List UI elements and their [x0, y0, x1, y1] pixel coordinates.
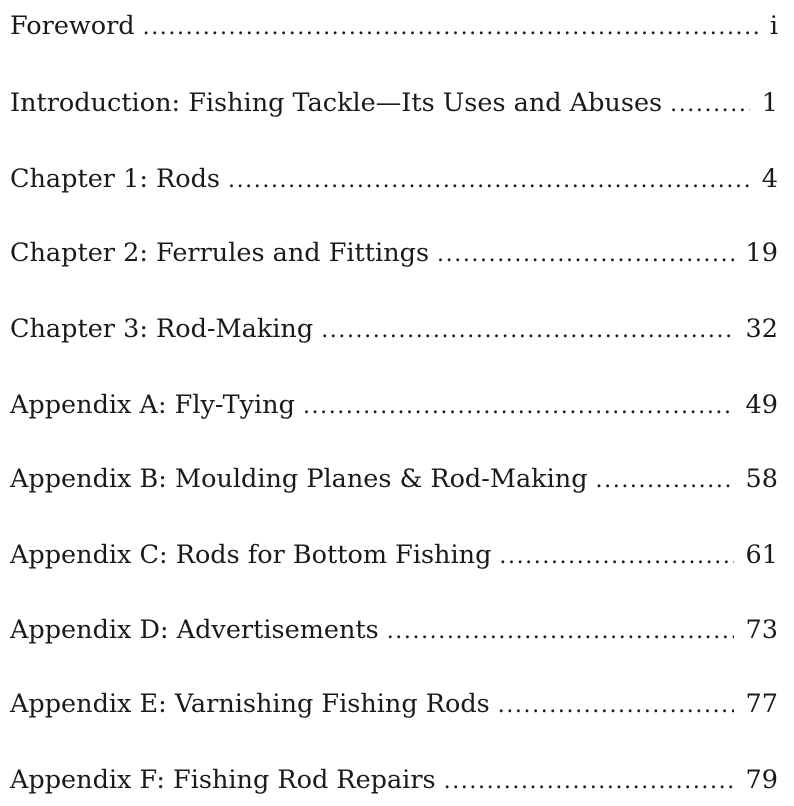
toc-entry-chapter-1: [10, 159, 778, 199]
toc-entry-title: Appendix A: Fly-Tying: [10, 390, 295, 420]
dot-leader: [596, 461, 734, 501]
toc-entry-title: Appendix B: Moulding Planes & Rod-Making: [10, 464, 588, 494]
toc-entry-page: i: [769, 11, 778, 41]
dot-leader: [437, 235, 734, 275]
dot-leader: [670, 85, 750, 125]
toc-entry-appendix-d: [10, 610, 778, 650]
dot-leader: [303, 387, 734, 427]
toc-entry-page: 32: [745, 314, 778, 344]
toc-entry-foreword: [10, 6, 778, 46]
dot-leader: [387, 612, 734, 652]
dot-leader: [321, 311, 733, 351]
toc-entry-chapter-3: [10, 309, 778, 349]
dot-leader: [228, 161, 750, 201]
toc-entry-page: 1: [761, 88, 778, 118]
toc-entry-page: 61: [745, 540, 778, 570]
toc-entry-page: 58: [745, 464, 778, 494]
dot-leader: [498, 686, 734, 726]
dot-leader: [143, 8, 758, 48]
dot-leader: [444, 762, 734, 802]
toc-entry-appendix-e: [10, 684, 778, 724]
table-of-contents: [10, 0, 778, 806]
toc-entry-title: Appendix C: Rods for Bottom Fishing: [10, 540, 492, 570]
toc-entry-title: Foreword: [10, 11, 135, 41]
toc-entry-appendix-c: [10, 535, 778, 575]
toc-entry-introduction: [10, 83, 778, 123]
toc-entry-appendix-b: [10, 459, 778, 499]
toc-entry-chapter-2: [10, 233, 778, 273]
toc-entry-page: 77: [745, 689, 778, 719]
toc-entry-title: Chapter 3: Rod-Making: [10, 314, 314, 344]
toc-entry-title: Introduction: Fishing Tackle—Its Uses and Abuses: [10, 88, 663, 118]
toc-entry-page: 79: [745, 765, 778, 795]
toc-entry-page: 19: [745, 238, 778, 268]
dot-leader: [499, 537, 733, 577]
toc-entry-title: Appendix D: Advertisements: [10, 615, 379, 645]
toc-entry-title: Chapter 2: Ferrules and Fittings: [10, 238, 430, 268]
toc-entry-title: Appendix F: Fishing Rod Repairs: [10, 765, 436, 795]
toc-entry-appendix-a: [10, 385, 778, 425]
toc-entry-page: 4: [761, 164, 778, 194]
toc-entry-title: Chapter 1: Rods: [10, 164, 220, 194]
toc-entry-page: 49: [745, 390, 778, 420]
toc-entry-appendix-f: [10, 760, 778, 800]
toc-entry-page: 73: [745, 615, 778, 645]
toc-entry-title: Appendix E: Varnishing Fishing Rods: [10, 689, 490, 719]
